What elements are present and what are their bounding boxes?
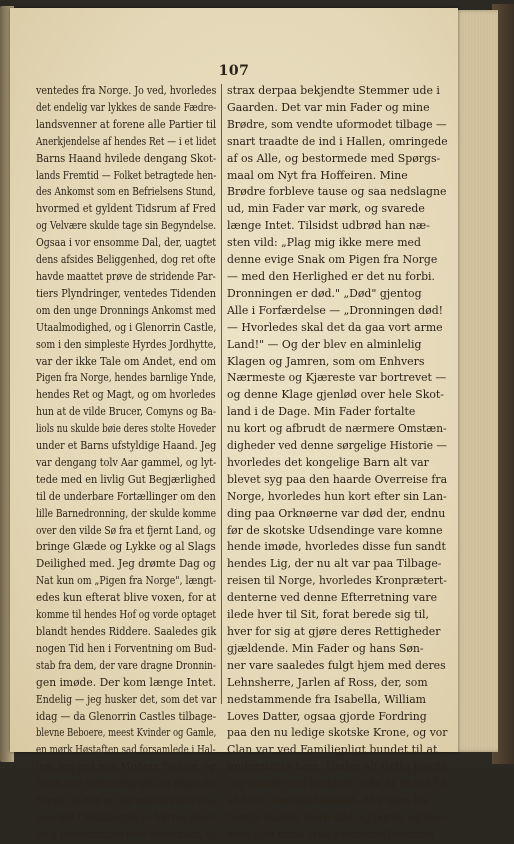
text-line: ding paa Orknøerne var død der, endnu xyxy=(227,506,446,520)
text-line: des Ankomst som en Befrielsens Stund, xyxy=(36,185,216,199)
text-line: len, jeg ved min Moders Fødder, og xyxy=(36,760,217,774)
text-line: Talen som sædvanligt gik om Pigen fra xyxy=(36,777,216,791)
text-line: Endelig — jeg husker det, som det var xyxy=(36,692,217,706)
text-line: det endelig var lykkes de sande Fædre- xyxy=(36,100,217,114)
text-line: Clan var ved Familiepligt bundet til at xyxy=(227,743,438,757)
text-line: hun at de vilde Brucer, Comyns og Ba- xyxy=(36,405,217,419)
text-line: jeg staaet som bedøvet, ude af Stand til xyxy=(227,777,447,791)
text-line: edes kun efterat blive voxen, for at xyxy=(36,591,217,605)
text-line: var der ikke Tale om Andet, end om xyxy=(36,354,217,368)
text-line: blandt hendes Riddere. Saaledes gik xyxy=(36,625,217,638)
text-line: hvormed et gyldent Tidsrum af Fred xyxy=(36,202,216,216)
text-line: Utaalmodighed, og i Glenorrin Castle, xyxy=(36,320,217,334)
text-line: om den unge Dronnings Ankomst med xyxy=(36,303,216,317)
text-line: Brødre, som vendte uformodet tilbage — xyxy=(227,117,447,131)
text-line: Nat kun om „Pigen fra Norge", længt- xyxy=(36,574,217,588)
text-line: var dengang tolv Aar gammel, og lyt- xyxy=(36,455,217,469)
text-line: hver for sig at gjøre deres Rettigheder xyxy=(227,625,441,638)
text-line: og denne Klage gjenlød over hele Skot- xyxy=(227,388,444,402)
text-line: Norge, at hun nu vel maatte være dra- xyxy=(36,794,217,808)
text-line: sten vild: „Plag mig ikke mere med xyxy=(227,236,421,250)
text-line: over den vilde Sø fra et fjernt Land, og xyxy=(36,523,216,537)
text-line: under et Barns ufstyldige Haand. Jeg xyxy=(36,439,217,453)
text-line: ud, min Fader var mørk, og svarede xyxy=(227,202,425,216)
text-line: at fatte Dødsbudskabet. At Pigen fra xyxy=(227,794,429,808)
text-line: som i den simpleste Hyrdes Jordhytte, xyxy=(36,337,217,351)
text-line: længe Intet. Tilsidst udbrød han næ- xyxy=(227,219,430,233)
text-line: Nærmeste og Kjæreste var bortrevet — xyxy=(227,371,447,385)
text-line: komme til hendes Hof og vorde optaget xyxy=(36,608,217,622)
text-line: — Hvorledes skal det da gaa vort arme xyxy=(227,320,443,334)
text-line: liols nu skulde bøie deres stolte Hoveder xyxy=(36,422,216,436)
text-line: blevet syg paa den haarde Overreise fra xyxy=(227,472,448,486)
text-line: Pigen fra Norge, hendes barnlige Ynde, xyxy=(36,371,217,385)
text-line: nogen Tid hen i Forventning om Bud- xyxy=(36,641,217,655)
text-line: hendes Lig, der nu alt var paa Tilbage- xyxy=(227,557,442,571)
text-line: selig Hestetrampen over Vindebroen, og xyxy=(36,827,217,841)
text-line: land i de Dage. Min Fader fortalte xyxy=(227,405,416,419)
text-line: hendes Ret og Magt, og om hvorledes xyxy=(36,388,216,402)
text-line: bringe Glæde og Lykke og al Slags xyxy=(36,540,216,554)
text-line: lille Barnedronning, der skulde komme xyxy=(36,506,216,520)
text-line: ner vare saaledes fulgt hjem med deres xyxy=(227,658,446,672)
text-line: denne evige Snak om Pigen fra Norge xyxy=(227,253,438,267)
text-line: Deilighed med. Jeg drømte Dag og xyxy=(36,557,216,571)
text-line: og Velvære skulde tage sin Begyndelse. xyxy=(36,219,217,233)
text-line: til de underbare Fortællinger om den xyxy=(36,489,216,503)
text-line: digheder ved denne sørgelige Historie — xyxy=(227,439,447,453)
text-line: Land!" — Og der blev en alminlelig xyxy=(227,337,422,351)
text-line: gjældende. Min Fader og hans Søn- xyxy=(227,641,424,655)
page-number: 107 xyxy=(218,63,250,79)
text-line: understøtte ham. Under alt dette havde xyxy=(227,760,447,774)
text-line: dens afsides Beliggenhed, dog ret ofte xyxy=(36,253,216,267)
text-line: gen imøde. Der kom længe Intet. xyxy=(36,675,217,689)
text-line: Norge skulde være død og borte, og der- xyxy=(227,810,447,824)
text-line: Anerkjendelse af hendes Ret — i et lidet xyxy=(36,134,217,148)
text-line: ilede hver til Sit, forat berede sig til, xyxy=(227,608,429,622)
right-text-column xyxy=(227,83,447,844)
text-line: reisen til Norge, hvorledes Kronprætert- xyxy=(227,574,447,588)
text-line: en mørk Høstaften sad forsamlede i Hal- xyxy=(36,743,216,757)
text-line: hvorledes det kongelige Barn alt var xyxy=(227,455,429,469)
text-line: Alle i Forfærdelse — „Dronningen død! xyxy=(227,303,444,317)
text-line: Gaarden. Det var min Fader og mine xyxy=(227,100,430,114)
text-line: Norge, hvorledes hun kort efter sin Lan- xyxy=(227,489,447,503)
text-line: gen ind i Edinburgh — hørtes plud- xyxy=(36,810,216,824)
text-line: maal om Nyt fra Hoffeiren. Mine xyxy=(227,168,408,182)
text-line: Dronningen er død." „Død" gjentog xyxy=(227,286,422,300)
text-line: denterne ved denne Efterretning vare xyxy=(227,591,438,605)
text-line: idag — da Glenorrin Castles tilbage- xyxy=(36,709,217,723)
text-line: med alle mine lyse Fremtids-Drømme xyxy=(227,827,435,841)
text-line: lands Fremtid — Folket betragtede hen- xyxy=(36,168,217,182)
text-line: — med den Herlighed er det nu forbi. xyxy=(227,269,435,283)
text-line: snart traadte de ind i Hallen, omringede xyxy=(227,134,448,148)
text-line: stab fra dem, der vare dragne Dronnin- xyxy=(36,658,216,672)
text-line: tiers Plyndringer, ventedes Tidenden xyxy=(36,286,216,300)
text-line: tede med en livlig Gut Begjærlighed xyxy=(36,472,216,486)
text-line: blevne Beboere, meest Kvinder og Gamle, xyxy=(36,726,217,740)
text-line: nu kort og afbrudt de nærmere Omstæn- xyxy=(227,422,447,436)
text-line: Ogsaa i vor ensomme Dal, der, uagtet xyxy=(36,236,217,250)
text-line: strax derpaa bekjendte Stemmer ude i xyxy=(227,84,440,97)
text-line: Brødre forbleve tause og saa nedslagne xyxy=(227,185,447,199)
text-line: landsvenner at forene alle Partier til xyxy=(36,117,217,131)
left-text-column xyxy=(36,83,216,844)
text-line: nedstammende fra Isabella, William xyxy=(227,692,427,706)
text-line: Loves Datter, ogsaa gjorde Fordring xyxy=(227,709,427,723)
text-line: Klagen og Jamren, som om Enhvers xyxy=(227,354,425,368)
text-line: hende imøde, hvorledes disse fun sandt xyxy=(227,540,446,554)
text-line: paa den nu ledige skotske Krone, og vor xyxy=(227,726,448,740)
text-line: havde maattet prøve de stridende Par- xyxy=(36,269,216,283)
text-line: af os Alle, og bestormede med Spørgs- xyxy=(227,151,441,165)
text-line: ventedes fra Norge. Jo ved, hvorledes xyxy=(36,84,217,97)
text-line: Lehnsherre, Jarlen af Ross, der, som xyxy=(227,675,428,689)
book-page xyxy=(10,8,458,841)
text-line: Barns Haand hvilede dengang Skot- xyxy=(36,151,217,165)
column-divider xyxy=(221,84,222,704)
text-line: før de skotske Udsendinge vare komne xyxy=(227,523,443,537)
